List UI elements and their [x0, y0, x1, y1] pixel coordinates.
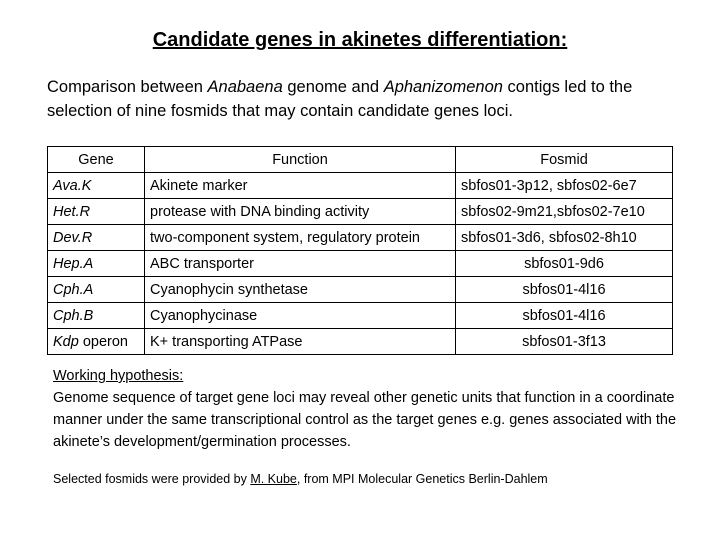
table-header-row	[48, 147, 673, 173]
function-cell: ABC transporter	[145, 251, 456, 277]
table-row	[48, 277, 673, 303]
gene-name: Hep.A	[53, 255, 94, 272]
function-cell: Cyanophycin synthetase	[145, 277, 456, 303]
gene-cell	[48, 173, 145, 199]
function-cell: Cyanophycinase	[145, 303, 456, 329]
fosmid-cell: sbfos01-9d6	[456, 251, 673, 277]
table-row	[48, 225, 673, 251]
table-row	[48, 329, 673, 355]
hypothesis-title: Working hypothesis:	[53, 368, 184, 384]
table-row	[48, 199, 673, 225]
gene-name: Dev.R	[53, 229, 93, 246]
working-hypothesis	[53, 365, 693, 453]
fosmid-cell: sbfos01-4l16	[456, 303, 673, 329]
intro-paragraph	[47, 75, 697, 123]
header-fosmid: Fosmid	[456, 147, 673, 173]
function-cell: K+ transporting ATPase	[145, 329, 456, 355]
candidate-genes-table	[47, 146, 673, 355]
gene-name: Ava.K	[53, 177, 92, 194]
fosmid-cell: sbfos01-4l16	[456, 277, 673, 303]
fosmid-cell: sbfos02-9m21,sbfos02-7e10	[456, 199, 673, 225]
intro-text-2: genome and	[282, 78, 384, 96]
genome-name-aphanizomenon: Aphanizomenon	[383, 78, 503, 96]
credit-name: M. Kube	[250, 472, 297, 486]
credit-line	[53, 472, 693, 486]
gene-cell	[48, 225, 145, 251]
credit-text-2: , from MPI Molecular Genetics Berlin-Dahlem	[296, 472, 548, 486]
function-cell: protease with DNA binding activity	[145, 199, 456, 225]
intro-text-1: Comparison between	[47, 78, 208, 96]
table-row	[48, 251, 673, 277]
genome-name-anabaena: Anabaena	[207, 78, 283, 96]
page-title: Candidate genes in akinetes differentiation:	[152, 29, 568, 51]
intro-text-3: contigs led to the selection of nine fosmids that may contain candidate genes loci.	[47, 78, 633, 120]
table-row	[48, 173, 673, 199]
gene-cell	[48, 303, 145, 329]
gene-name: Het.R	[53, 203, 91, 220]
gene-name: Cph.A	[53, 281, 94, 298]
gene-name: Cph.B	[53, 307, 94, 324]
header-gene: Gene	[48, 147, 145, 173]
table-row	[48, 303, 673, 329]
function-cell: Akinete marker	[145, 173, 456, 199]
gene-cell	[48, 277, 145, 303]
gene-cell	[48, 251, 145, 277]
header-function: Function	[145, 147, 456, 173]
gene-cell	[48, 199, 145, 225]
gene-suffix: operon	[78, 333, 128, 350]
fosmid-cell: sbfos01-3d6, sbfos02-8h10	[456, 225, 673, 251]
function-cell: two-component system, regulatory protein	[145, 225, 456, 251]
fosmid-cell: sbfos01-3f13	[456, 329, 673, 355]
hypothesis-text: Genome sequence of target gene loci may reveal other genetic units that function in a coordinate manner under the same transcriptional control as the target genes e.g. genes associated with the akinete’s development/germination processes.	[53, 390, 677, 450]
fosmid-cell: sbfos01-3p12, sbfos02-6e7	[456, 173, 673, 199]
gene-name: Kdp	[53, 333, 79, 350]
credit-text-1: Selected fosmids were provided by	[53, 472, 251, 486]
gene-cell	[48, 329, 145, 355]
